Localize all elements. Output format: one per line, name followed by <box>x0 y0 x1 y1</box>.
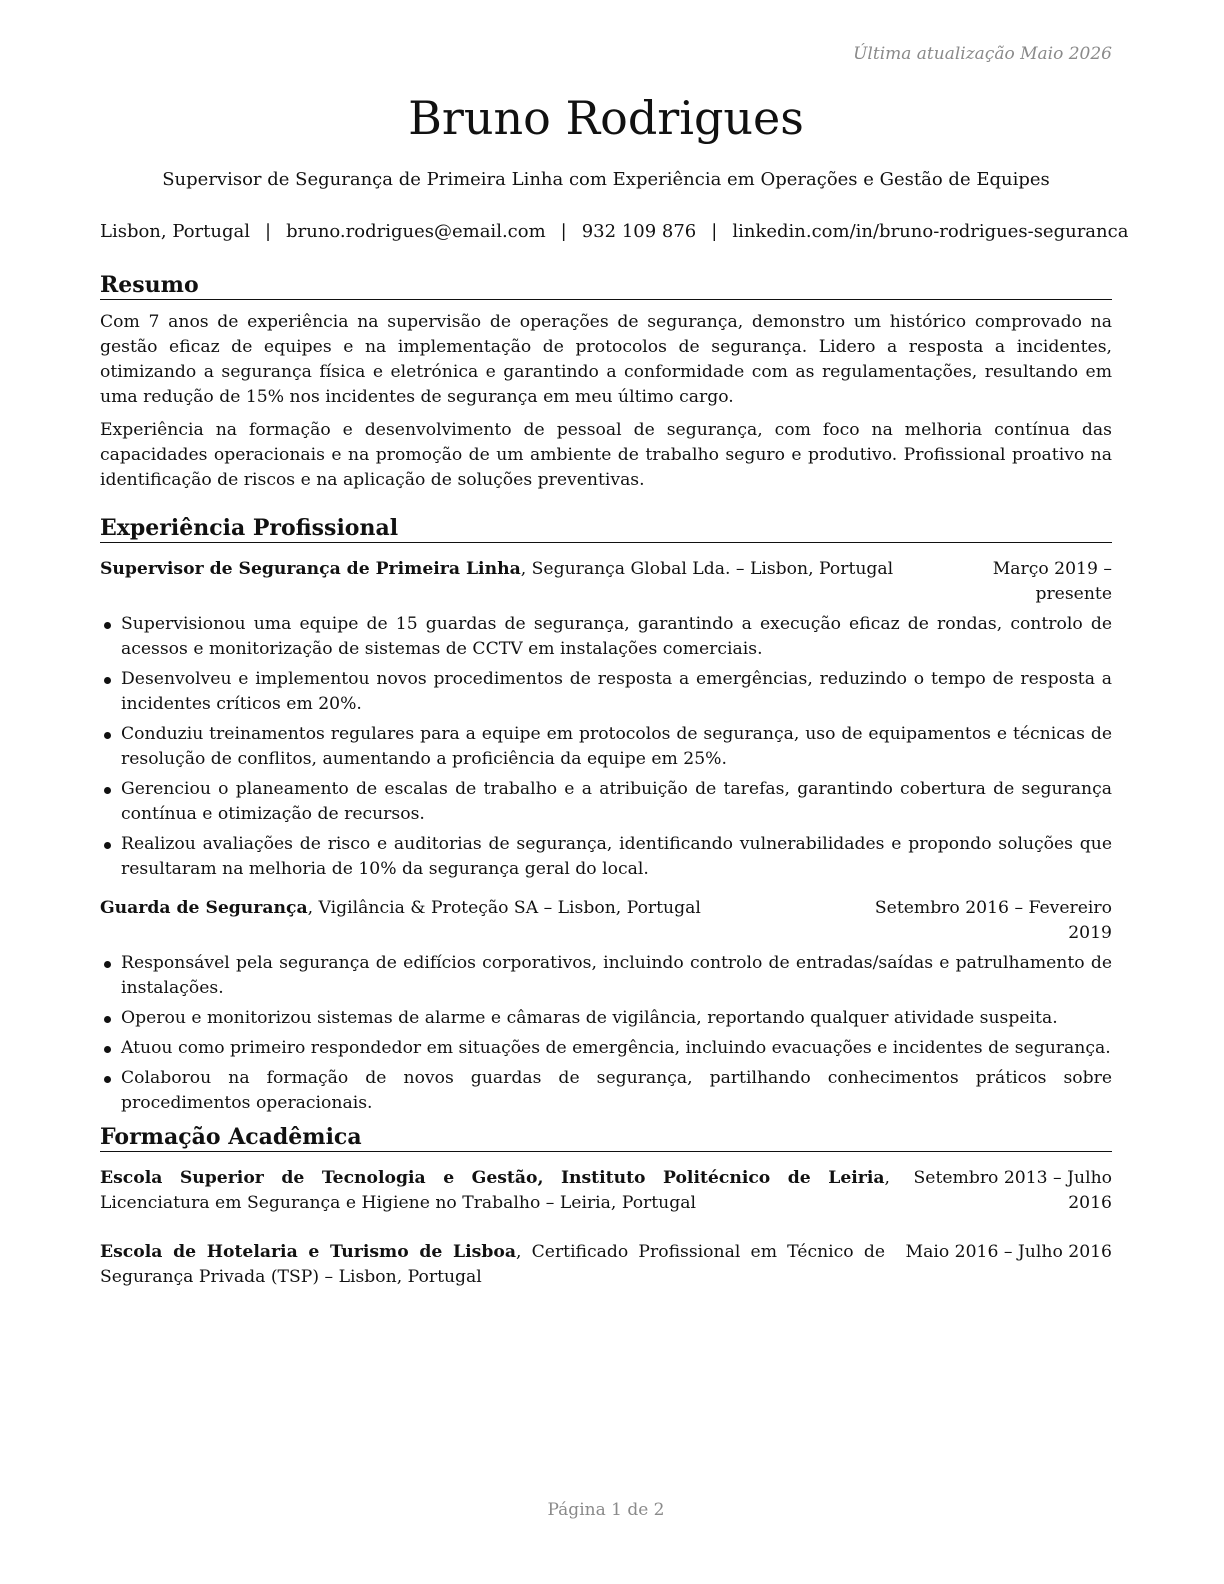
bullet-dot <box>104 622 111 629</box>
contact-separator: | <box>711 221 718 242</box>
bullet-dot <box>104 1016 111 1023</box>
job-bullets <box>100 612 1112 882</box>
bullet-text: Desenvolveu e implementou novos procedimentos de resposta a emergências, reduzindo o tempo de resposta a incidentes críticos em 20%. <box>121 669 1112 714</box>
education-entry <box>100 1240 1112 1290</box>
job-header <box>100 557 1112 607</box>
section-title-education: Formação Acadêmica <box>100 1123 1112 1152</box>
experience-section <box>100 514 1112 1121</box>
bullet-dot <box>104 677 111 684</box>
job-company: , Vigilância & Proteção SA – Lisbon, Portugal <box>307 898 701 918</box>
bullet-item <box>100 832 1112 882</box>
bullet-item <box>100 722 1112 772</box>
bullet-text: Responsável pela segurança de edifícios corporativos, incluindo controlo de entradas/saídas e patrulhamento de instalações. <box>121 953 1112 998</box>
summary-paragraph: Experiência na formação e desenvolvimento de pessoal de segurança, com foco na melhoria contínua das capacidades operacionais e na promoção de um ambiente de trabalho seguro e produtivo. Profissional proativo na identificação de riscos e na aplicação de soluções preventivas. <box>100 420 1112 490</box>
bullet-text: Operou e monitorizou sistemas de alarme e câmaras de vigilância, reportando qualquer atividade suspeita. <box>121 1008 1058 1028</box>
bullet-dot <box>104 1046 111 1053</box>
job-dates: Setembro 2016 – Fevereiro 2019 <box>874 898 1112 943</box>
job-entry <box>100 896 1112 1116</box>
education-details: , Licenciatura em Segurança e Higiene no Trabalho – Leiria, Portugal <box>100 1168 890 1213</box>
contact-phone: 932 109 876 <box>581 221 697 242</box>
summary-section <box>100 271 1112 493</box>
education-school: Escola de Hotelaria e Turismo de Lisboa <box>100 1242 516 1262</box>
bullet-text: Colaborou na formação de novos guardas de segurança, partilhando conhecimentos práticos sobre procedimentos operacionais. <box>121 1068 1112 1113</box>
bullet-dot <box>104 842 111 849</box>
education-entry <box>100 1166 1112 1216</box>
bullet-dot <box>104 787 111 794</box>
bullet-text: Supervisionou uma equipe de 15 guardas de segurança, garantindo a execução eficaz de rondas, controlo de acessos e monitorização de sistemas de CCTV em instalações comerciais. <box>121 614 1112 659</box>
bullet-item <box>100 667 1112 717</box>
bullet-dot <box>104 961 111 968</box>
bullet-dot <box>104 1076 111 1083</box>
contact-email[interactable]: bruno.rodrigues@email.com <box>286 221 546 242</box>
job-dates: Março 2019 – presente <box>992 559 1112 604</box>
candidate-name: Bruno Rodrigues <box>408 91 804 145</box>
contact-separator: | <box>265 221 272 242</box>
job-title-line <box>100 557 912 607</box>
contact-separator: | <box>560 221 567 242</box>
bullet-dot <box>104 732 111 739</box>
bullet-text: Realizou avaliações de risco e auditorias de segurança, identificando vulnerabilidades e propondo soluções que resultaram na melhoria de 10% da segurança geral do local. <box>121 834 1112 879</box>
job-title-line <box>100 896 872 946</box>
job-entry <box>100 557 1112 882</box>
job-role: Guarda de Segurança <box>100 898 308 918</box>
job-role: Supervisor de Segurança de Primeira Linha <box>100 559 521 579</box>
bullet-text: Atuou como primeiro respondedor em situações de emergência, incluindo evacuações e incidentes de segurança. <box>121 1038 1111 1058</box>
education-description <box>100 1166 890 1216</box>
last-updated: Última atualização Maio 2026 <box>853 44 1112 64</box>
section-title-summary: Resumo <box>100 271 1112 300</box>
education-details: , Certificado Profissional em Técnico de Segurança Privada (TSP) – Lisbon, Portugal <box>100 1242 886 1287</box>
education-description <box>100 1240 885 1290</box>
contact-linkedin[interactable]: linkedin.com/in/bruno-rodrigues-seguranca <box>732 221 1129 242</box>
job-company: , Segurança Global Lda. – Lisbon, Portugal <box>520 559 894 579</box>
bullet-item <box>100 777 1112 827</box>
bullet-item <box>100 1006 1112 1031</box>
education-dates: Maio 2016 – Julho 2016 <box>905 1242 1112 1262</box>
bullet-item <box>100 612 1112 662</box>
job-header <box>100 896 1112 946</box>
page-number: Página 1 de 2 <box>547 1500 665 1520</box>
job-bullets <box>100 951 1112 1116</box>
education-section <box>100 1123 1112 1290</box>
contact-location: Lisbon, Portugal <box>100 221 251 242</box>
bullet-text: Conduziu treinamentos regulares para a equipe em protocolos de segurança, uso de equipamentos e técnicas de resolução de conflitos, aumentando a proficiência da equipe em 25%. <box>121 724 1112 769</box>
resume-page <box>100 0 1129 1584</box>
bullet-item <box>100 1036 1112 1061</box>
bullet-item <box>100 951 1112 1001</box>
section-title-experience: Experiência Profissional <box>100 514 1112 543</box>
bullet-item <box>100 1066 1112 1116</box>
bullet-text: Gerenciou o planeamento de escalas de trabalho e a atribuição de tarefas, garantindo cobertura de segurança contínua e otimização de recursos. <box>121 779 1112 824</box>
education-school: Escola Superior de Tecnologia e Gestão, Instituto Politécnico de Leiria <box>100 1168 885 1188</box>
contact-line <box>100 219 1129 245</box>
headline: Supervisor de Segurança de Primeira Linha com Experiência em Operações e Gestão de Equipes <box>162 169 1050 190</box>
education-dates: Setembro 2013 – Julho 2016 <box>913 1168 1112 1213</box>
summary-paragraph: Com 7 anos de experiência na supervisão de operações de segurança, demonstro um histórico comprovado na gestão eficaz de equipes e na implementação de protocolos de segurança. Lidero a resposta a incidentes, otimizando a segurança física e eletrónica e garantindo a conformidade com as regulamentações, resultando em uma redução de 15% nos incidentes de segurança em meu último cargo. <box>100 312 1112 407</box>
